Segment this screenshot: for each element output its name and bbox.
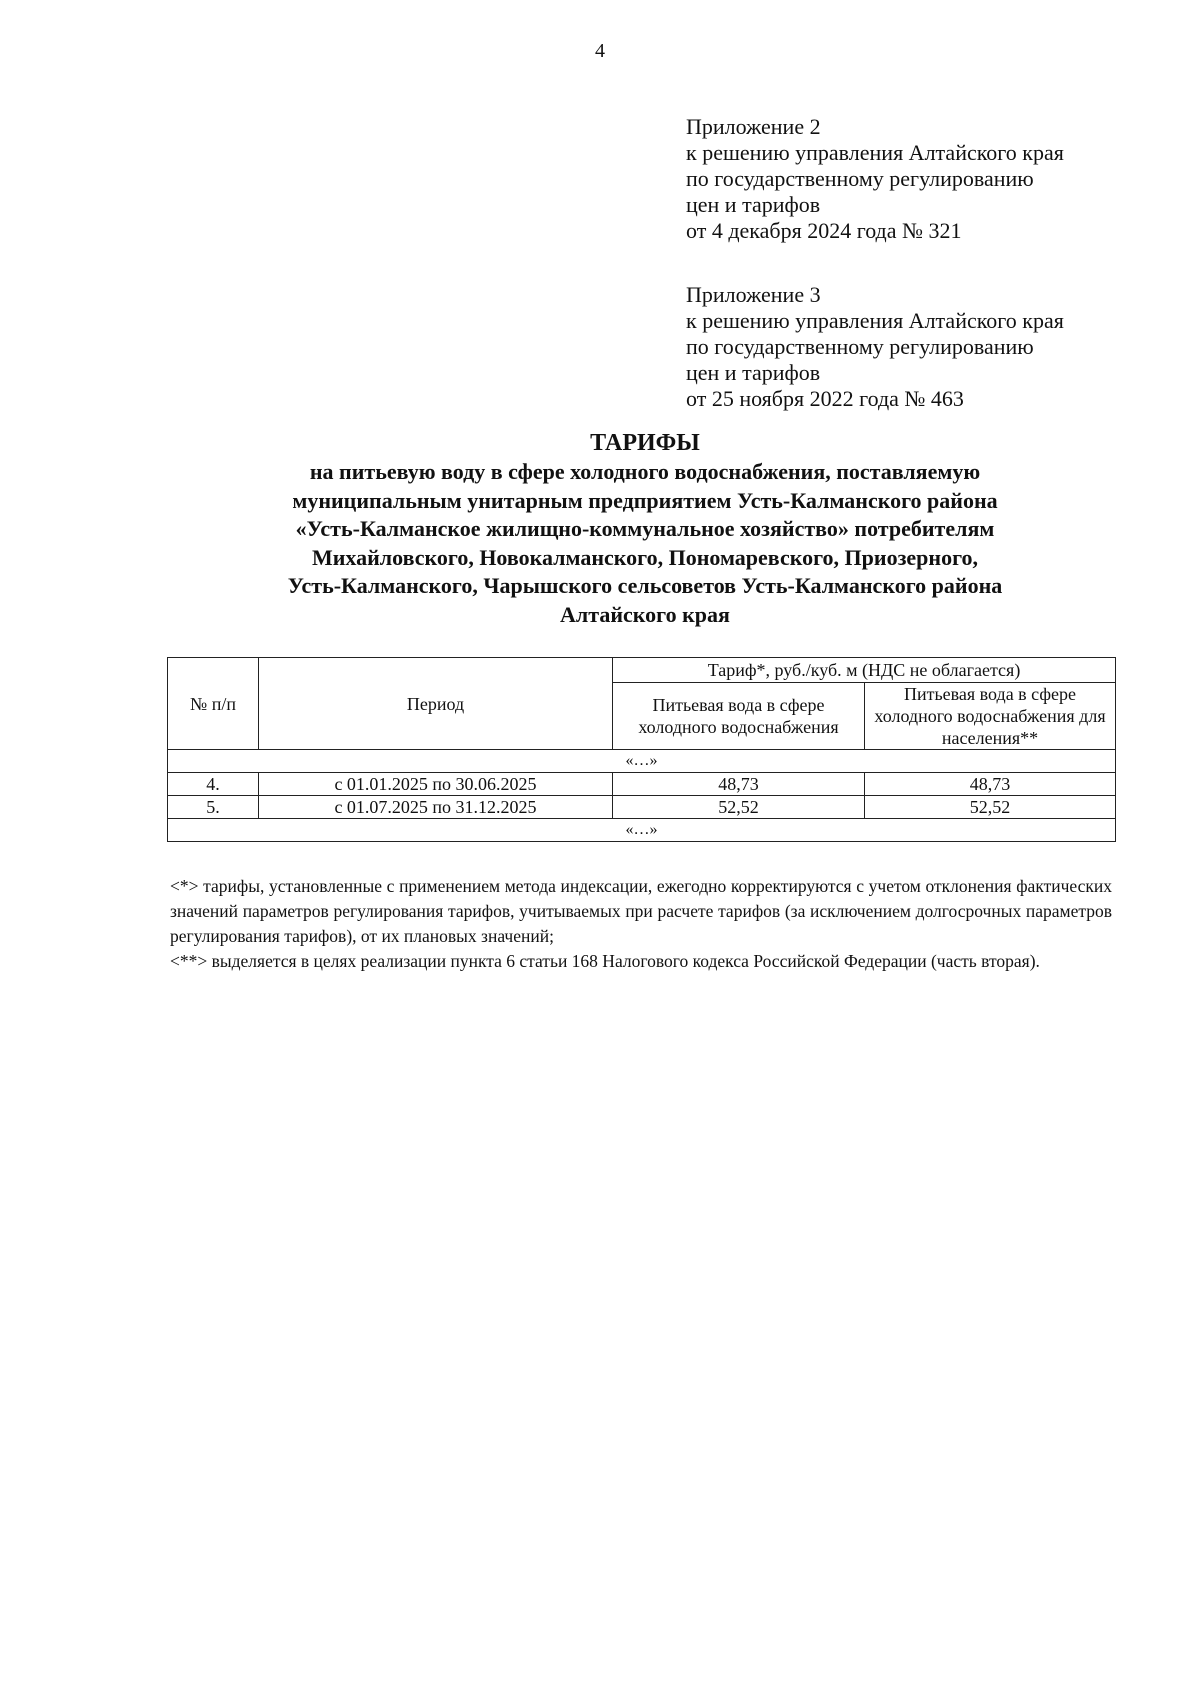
appendix-line: Приложение 3 — [686, 282, 821, 307]
column-header-period: Период — [259, 658, 613, 750]
column-header-number: № п/п — [168, 658, 259, 750]
appendix-line: от 25 ноября 2022 года № 463 — [686, 386, 964, 411]
subtitle-line: Михайловского, Новокалманского, Пономаревского, Приозерного, — [311, 544, 979, 570]
column-header-tariff-group: Тариф*, руб./куб. м (НДС не облагается) — [613, 658, 1116, 683]
subtitle-line: муниципальным унитарным предприятием Усть-Калманского района — [292, 487, 998, 513]
cell-tariff-drinking-water: 52,52 — [613, 796, 865, 819]
footnotes — [170, 874, 1112, 974]
ellipsis-cell: «…» — [168, 750, 1116, 773]
appendix-3-header — [686, 282, 1166, 412]
appendix-line: к решению управления Алтайского края — [686, 308, 1064, 333]
column-header-tariff-population: Питьевая вода в сфере холодного водоснабжения для населения** — [865, 683, 1116, 750]
cell-tariff-population: 48,73 — [865, 773, 1116, 796]
appendix-line: цен и тарифов — [686, 192, 821, 217]
table-header-row — [168, 658, 1116, 683]
footnote-double-star: <**> выделяется в целях реализации пункта 6 статьи 168 Налогового кодекса Российской Федерации (часть вторая). — [170, 951, 1040, 971]
column-header-tariff-drinking-water: Питьевая вода в сфере холодного водоснабжения — [613, 683, 865, 750]
cell-tariff-population: 52,52 — [865, 796, 1116, 819]
cell-number: 4. — [168, 773, 259, 796]
appendix-line: к решению управления Алтайского края — [686, 140, 1064, 165]
page-number: 4 — [595, 40, 605, 62]
document-subtitle — [180, 458, 1110, 629]
appendix-line: от 4 декабря 2024 года № 321 — [686, 218, 962, 243]
cell-tariff-drinking-water: 48,73 — [613, 773, 865, 796]
appendix-line: по государственному регулированию — [686, 166, 1034, 191]
subtitle-line: Алтайского края — [560, 601, 730, 627]
table-row — [168, 773, 1116, 796]
table-row — [168, 796, 1116, 819]
cell-number: 5. — [168, 796, 259, 819]
cell-period: с 01.01.2025 по 30.06.2025 — [259, 773, 613, 796]
document-title: ТАРИФЫ — [590, 430, 700, 456]
subtitle-line: на питьевую воду в сфере холодного водоснабжения, поставляемую — [309, 459, 981, 484]
table-row-ellipsis — [168, 750, 1116, 773]
subtitle-line: «Усть-Калманское жилищно-коммунальное хозяйство» потребителям — [295, 516, 995, 541]
appendix-2-header — [686, 114, 1166, 244]
cell-period: с 01.07.2025 по 31.12.2025 — [259, 796, 613, 819]
tariff-table — [167, 657, 1116, 842]
appendix-line: по государственному регулированию — [686, 334, 1034, 359]
subtitle-line: Усть-Калманского, Чарышского сельсоветов Усть-Калманского района — [287, 573, 1003, 598]
ellipsis-cell: «…» — [168, 819, 1116, 842]
appendix-line: Приложение 2 — [686, 114, 821, 139]
footnote-single-star: <*> тарифы, установленные с применением метода индексации, ежегодно корректируются с учетом отклонения фактических значений параметров регулирования тарифов, учитываемых при расчете тарифов (за исключением долгосрочных параметров регулирования тарифов), от их плановых значений; — [170, 876, 1112, 946]
table-row-ellipsis — [168, 819, 1116, 842]
appendix-line: цен и тарифов — [686, 360, 821, 385]
